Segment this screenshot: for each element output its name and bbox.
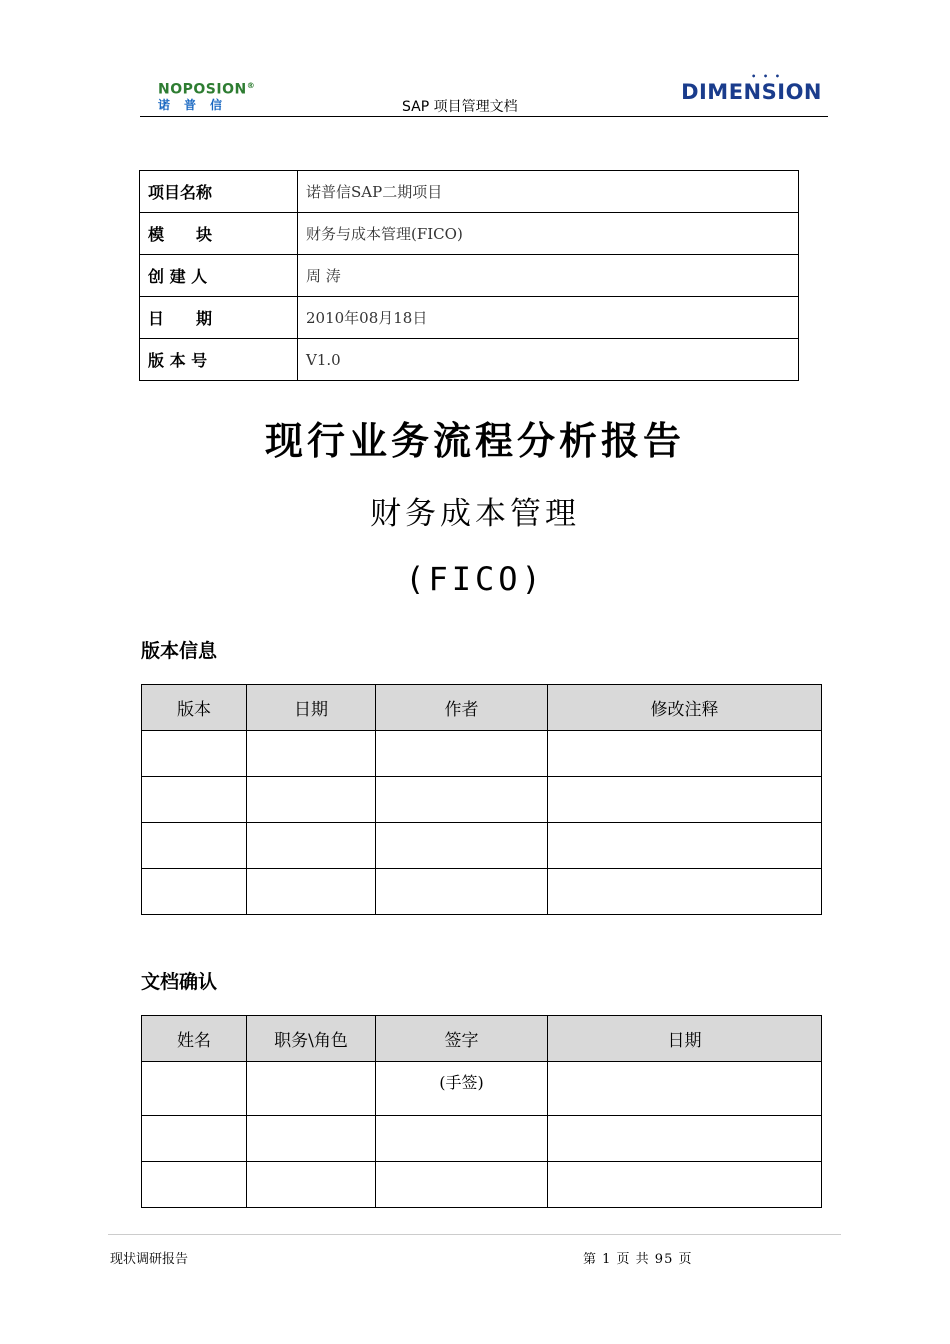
table-cell xyxy=(247,869,376,915)
table-header-row xyxy=(142,685,822,731)
document-subtitle-code: (FICO) xyxy=(405,560,545,598)
table-cell xyxy=(142,823,247,869)
column-header: 作者 xyxy=(376,685,548,731)
table-row xyxy=(140,213,799,255)
table-cell xyxy=(376,1162,548,1208)
table-cell xyxy=(142,1162,247,1208)
info-value: 2010年08月18日 xyxy=(298,297,799,339)
header-title: SAP 项目管理文档 xyxy=(402,99,518,115)
table-row xyxy=(142,1116,822,1162)
table-row xyxy=(142,1162,822,1208)
noposion-logo xyxy=(158,78,268,118)
table-cell xyxy=(247,731,376,777)
version-info-heading: 版本信息 xyxy=(141,640,218,662)
signature-cell: (手签) xyxy=(376,1062,548,1116)
table-row xyxy=(142,731,822,777)
info-label: 创 建 人 xyxy=(140,255,298,297)
table-cell xyxy=(376,823,548,869)
table-row xyxy=(140,339,799,381)
dimension-logo xyxy=(681,72,822,104)
info-label: 版 本 号 xyxy=(140,339,298,381)
info-value: 诺普信SAP二期项目 xyxy=(298,171,799,213)
table-cell xyxy=(247,1062,376,1116)
table-row xyxy=(142,1062,822,1116)
logo-brand-text: NOPOSION xyxy=(158,81,247,98)
column-header: 签字 xyxy=(376,1016,548,1062)
info-label: 日 期 xyxy=(140,297,298,339)
footer-doc-name: 现状调研报告 xyxy=(110,1252,189,1267)
table-cell xyxy=(376,777,548,823)
table-cell xyxy=(247,777,376,823)
table-cell xyxy=(548,1062,822,1116)
table-cell xyxy=(548,1162,822,1208)
table-cell xyxy=(247,823,376,869)
table-cell xyxy=(247,1116,376,1162)
info-value: 周 涛 xyxy=(298,255,799,297)
logo-dots-icon: • • • xyxy=(751,72,782,81)
column-header: 职务\角色 xyxy=(247,1016,376,1062)
column-header: 日期 xyxy=(247,685,376,731)
dimension-logo-text: DIMENSION xyxy=(681,80,822,104)
document-confirm-heading: 文档确认 xyxy=(141,971,218,993)
column-header: 日期 xyxy=(548,1016,822,1062)
document-title: 现行业务流程分析报告 xyxy=(264,419,685,463)
column-header: 版本 xyxy=(142,685,247,731)
table-cell xyxy=(548,731,822,777)
table-cell xyxy=(548,1116,822,1162)
table-cell xyxy=(376,1116,548,1162)
table-cell xyxy=(142,869,247,915)
logo-cn-text: 诺普信 xyxy=(158,97,237,112)
footer-page-number: 第 1 页 共 95 页 xyxy=(583,1252,693,1267)
table-cell xyxy=(142,777,247,823)
table-cell xyxy=(247,1162,376,1208)
page-header xyxy=(140,70,828,117)
info-label: 项目名称 xyxy=(140,171,298,213)
table-cell xyxy=(142,731,247,777)
logo-reg-mark: ® xyxy=(246,81,256,90)
table-row xyxy=(140,255,799,297)
column-header: 姓名 xyxy=(142,1016,247,1062)
info-value: V1.0 xyxy=(298,339,799,381)
table-cell xyxy=(376,731,548,777)
document-subtitle: 财务成本管理 xyxy=(370,496,580,532)
column-header: 修改注释 xyxy=(548,685,822,731)
project-info-table xyxy=(139,170,799,381)
table-row xyxy=(142,823,822,869)
table-cell xyxy=(376,869,548,915)
table-cell xyxy=(142,1062,247,1116)
table-row xyxy=(140,171,799,213)
table-header-row xyxy=(142,1016,822,1062)
table-row xyxy=(140,297,799,339)
table-row xyxy=(142,777,822,823)
table-row xyxy=(142,869,822,915)
version-table xyxy=(141,684,822,915)
table-cell xyxy=(548,777,822,823)
info-label: 模 块 xyxy=(140,213,298,255)
info-value: 财务与成本管理(FICO) xyxy=(298,213,799,255)
table-cell xyxy=(142,1116,247,1162)
table-cell xyxy=(548,869,822,915)
table-cell xyxy=(548,823,822,869)
footer-divider xyxy=(108,1234,841,1235)
confirm-table xyxy=(141,1015,822,1208)
